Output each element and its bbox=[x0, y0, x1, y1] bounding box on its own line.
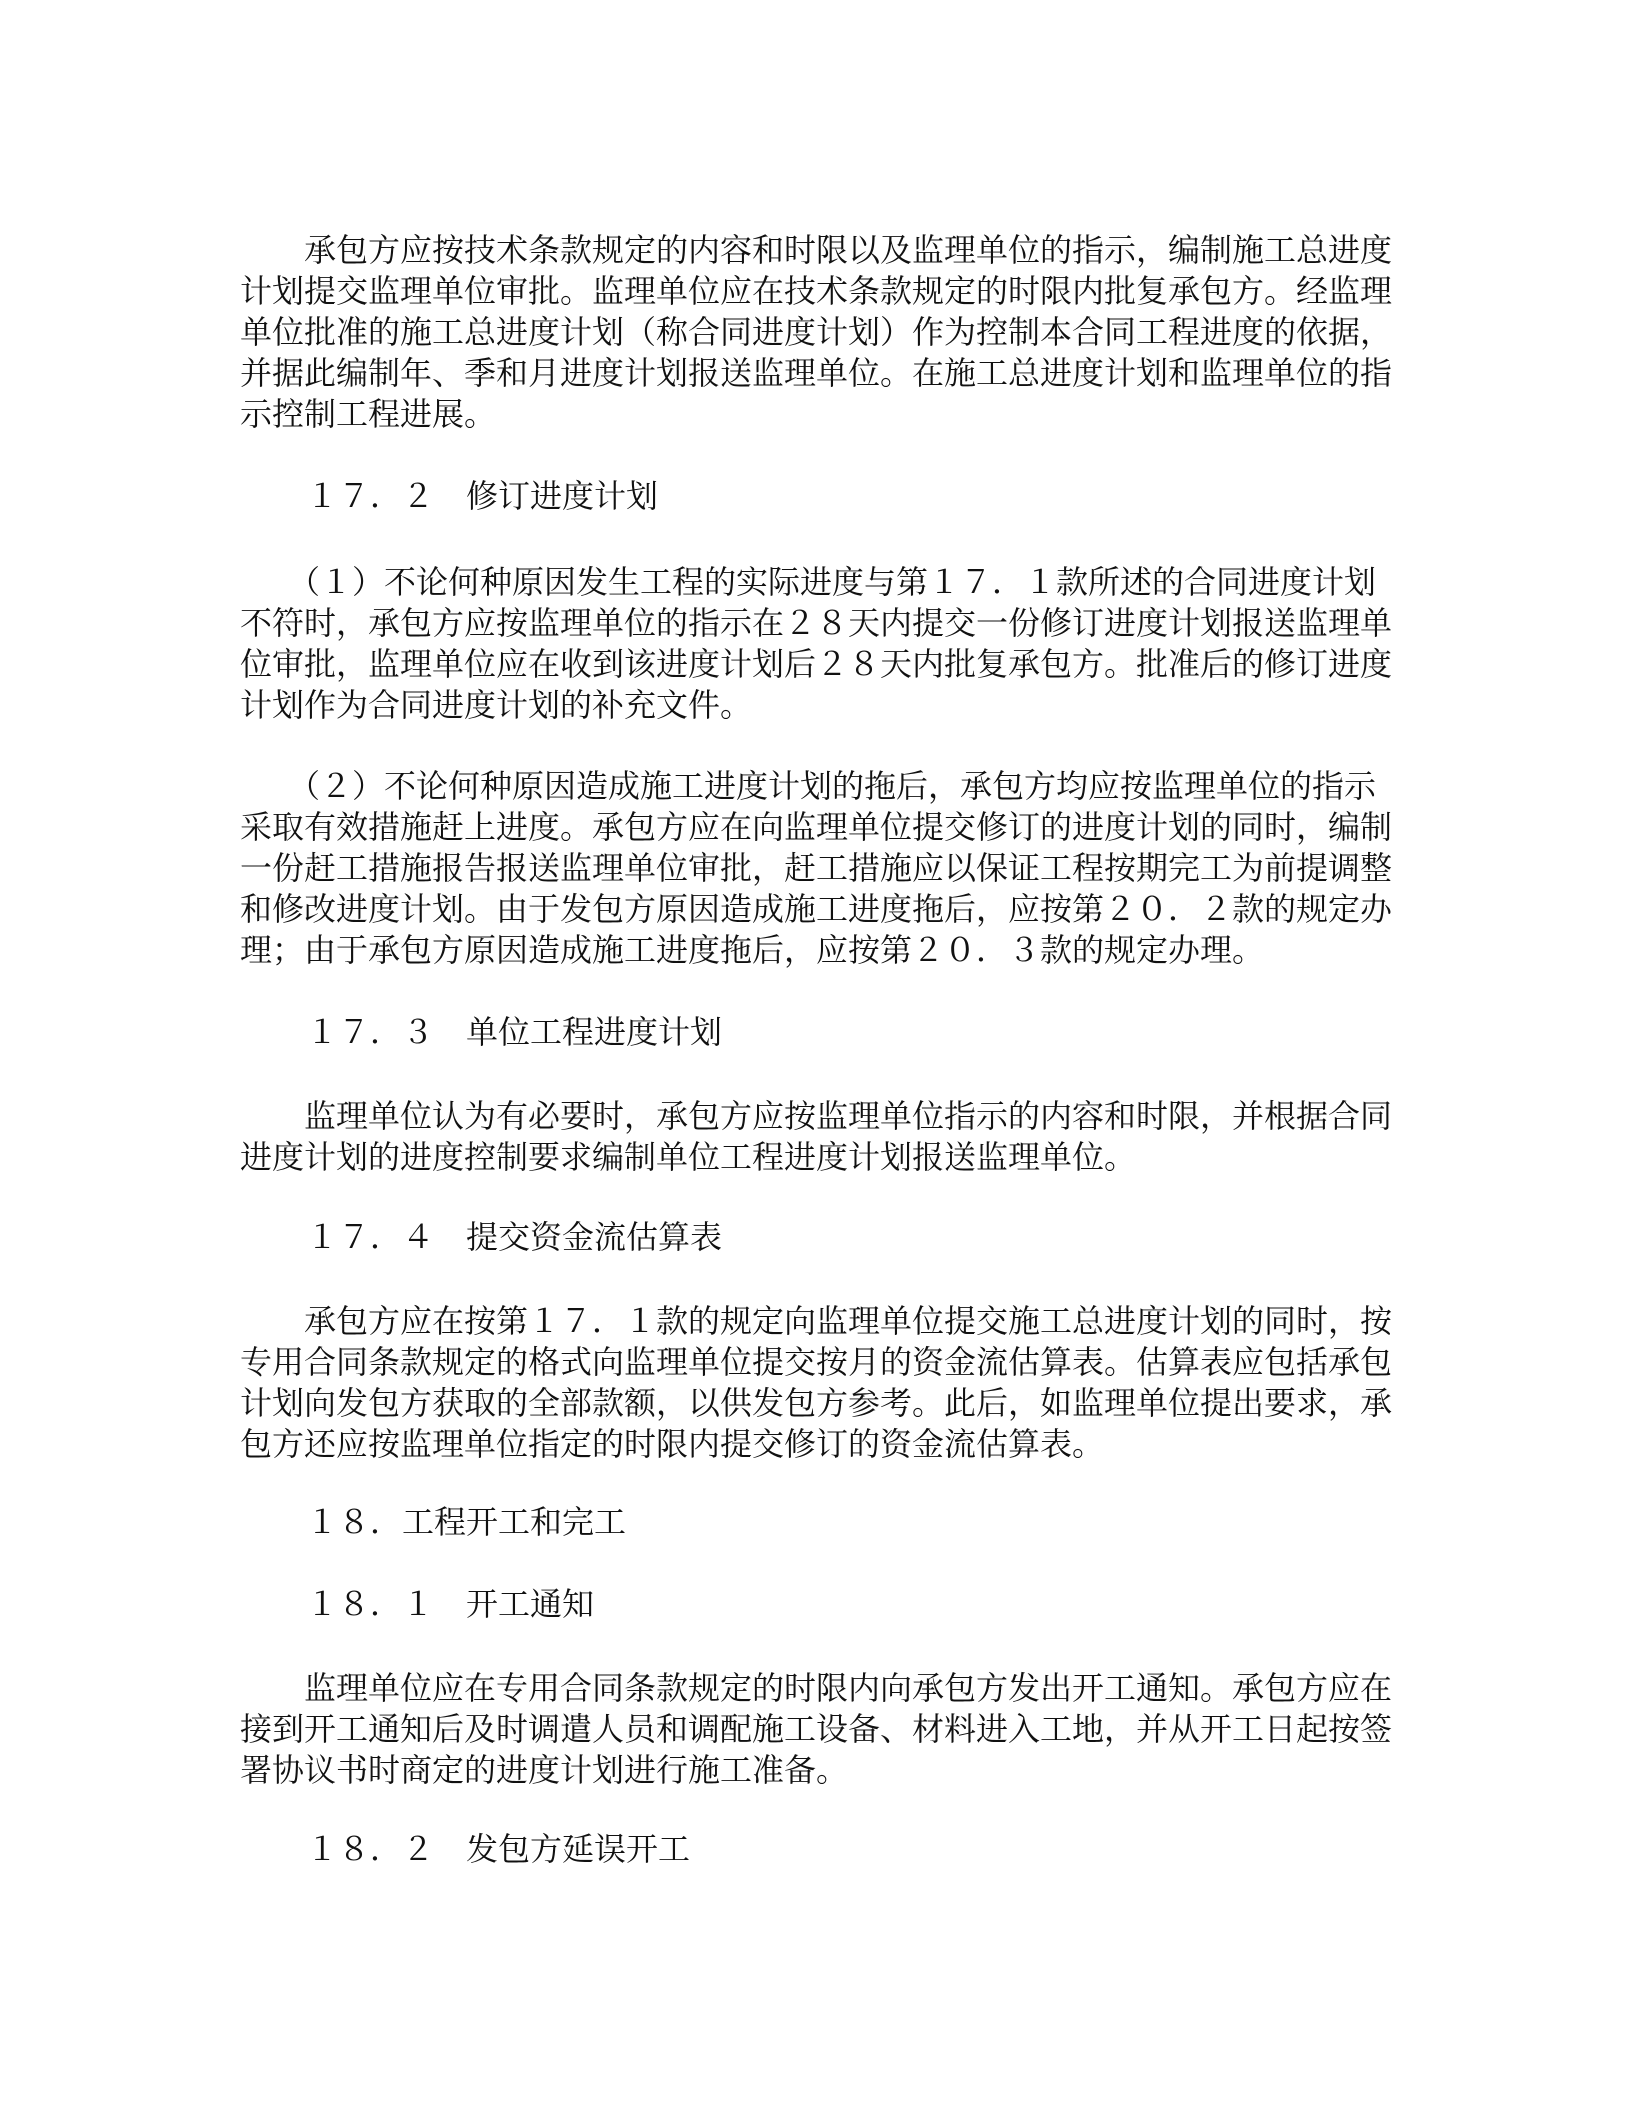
section-heading-18: １８．工程开工和完工 bbox=[306, 1503, 627, 1541]
paragraph-revision-1 bbox=[240, 562, 1393, 726]
paragraph-revision-2 bbox=[240, 766, 1393, 971]
section-heading-17-2: １７．２ 修订进度计划 bbox=[306, 477, 659, 515]
paragraph-cash-flow bbox=[240, 1301, 1393, 1465]
paragraph-line: 一份赶工措施报告报送监理单位审批，赶工措施应以保证工程按期完工为前提调整 bbox=[240, 849, 1393, 887]
paragraph-progress-plan bbox=[240, 230, 1393, 435]
paragraph-line: （１）不论何种原因发生工程的实际进度与第１７．１款所述的合同进度计划 bbox=[240, 563, 1377, 601]
paragraph-line: 承包方应按技术条款规定的内容和时限以及监理单位的指示，编制施工总进度 bbox=[240, 231, 1393, 269]
paragraph-line: 单位批准的施工总进度计划（称合同进度计划）作为控制本合同工程进度的依据， bbox=[240, 313, 1393, 351]
paragraph-line: 示控制工程进展。 bbox=[240, 395, 497, 433]
section-heading-17-3: １７．３ 单位工程进度计划 bbox=[306, 1013, 723, 1051]
paragraph-line: 监理单位应在专用合同条款规定的时限内向承包方发出开工通知。承包方应在 bbox=[240, 1669, 1393, 1707]
paragraph-line: 和修改进度计划。由于发包方原因造成施工进度拖后，应按第２０．２款的规定办 bbox=[240, 890, 1393, 928]
section-heading-18-1: １８．１ 开工通知 bbox=[306, 1585, 595, 1623]
paragraph-line: 署协议书时商定的进度计划进行施工准备。 bbox=[240, 1751, 849, 1789]
paragraph-line: 计划提交监理单位审批。监理单位应在技术条款规定的时限内批复承包方。经监理 bbox=[240, 272, 1393, 310]
paragraph-line: 承包方应在按第１７．１款的规定向监理单位提交施工总进度计划的同时，按 bbox=[240, 1302, 1393, 1340]
paragraph-line: 并据此编制年、季和月进度计划报送监理单位。在施工总进度计划和监理单位的指 bbox=[240, 354, 1393, 392]
paragraph-start-notice bbox=[240, 1668, 1393, 1791]
paragraph-line: 位审批，监理单位应在收到该进度计划后２８天内批复承包方。批准后的修订进度 bbox=[240, 645, 1393, 683]
paragraph-line: 计划向发包方获取的全部款额，以供发包方参考。此后，如监理单位提出要求，承 bbox=[240, 1384, 1393, 1422]
paragraph-unit-plan bbox=[240, 1096, 1393, 1178]
paragraph-line: （２）不论何种原因造成施工进度计划的拖后，承包方均应按监理单位的指示 bbox=[240, 767, 1377, 805]
paragraph-line: 采取有效措施赶上进度。承包方应在向监理单位提交修订的进度计划的同时，编制 bbox=[240, 808, 1393, 846]
section-heading-18-2: １８．２ 发包方延误开工 bbox=[306, 1830, 691, 1868]
paragraph-line: 接到开工通知后及时调遣人员和调配施工设备、材料进入工地，并从开工日起按签 bbox=[240, 1710, 1393, 1748]
paragraph-line: 理；由于承包方原因造成施工进度拖后，应按第２０．３款的规定办理。 bbox=[240, 931, 1265, 969]
paragraph-line: 包方还应按监理单位指定的时限内提交修订的资金流估算表。 bbox=[240, 1425, 1105, 1463]
paragraph-line: 不符时，承包方应按监理单位的指示在２８天内提交一份修订进度计划报送监理单 bbox=[240, 604, 1393, 642]
paragraph-line: 进度计划的进度控制要求编制单位工程进度计划报送监理单位。 bbox=[240, 1138, 1137, 1176]
paragraph-line: 计划作为合同进度计划的补充文件。 bbox=[240, 686, 753, 724]
section-heading-17-4: １７．４ 提交资金流估算表 bbox=[306, 1218, 723, 1256]
paragraph-line: 监理单位认为有必要时，承包方应按监理单位指示的内容和时限，并根据合同 bbox=[240, 1097, 1393, 1135]
paragraph-line: 专用合同条款规定的格式向监理单位提交按月的资金流估算表。估算表应包括承包 bbox=[240, 1343, 1393, 1381]
